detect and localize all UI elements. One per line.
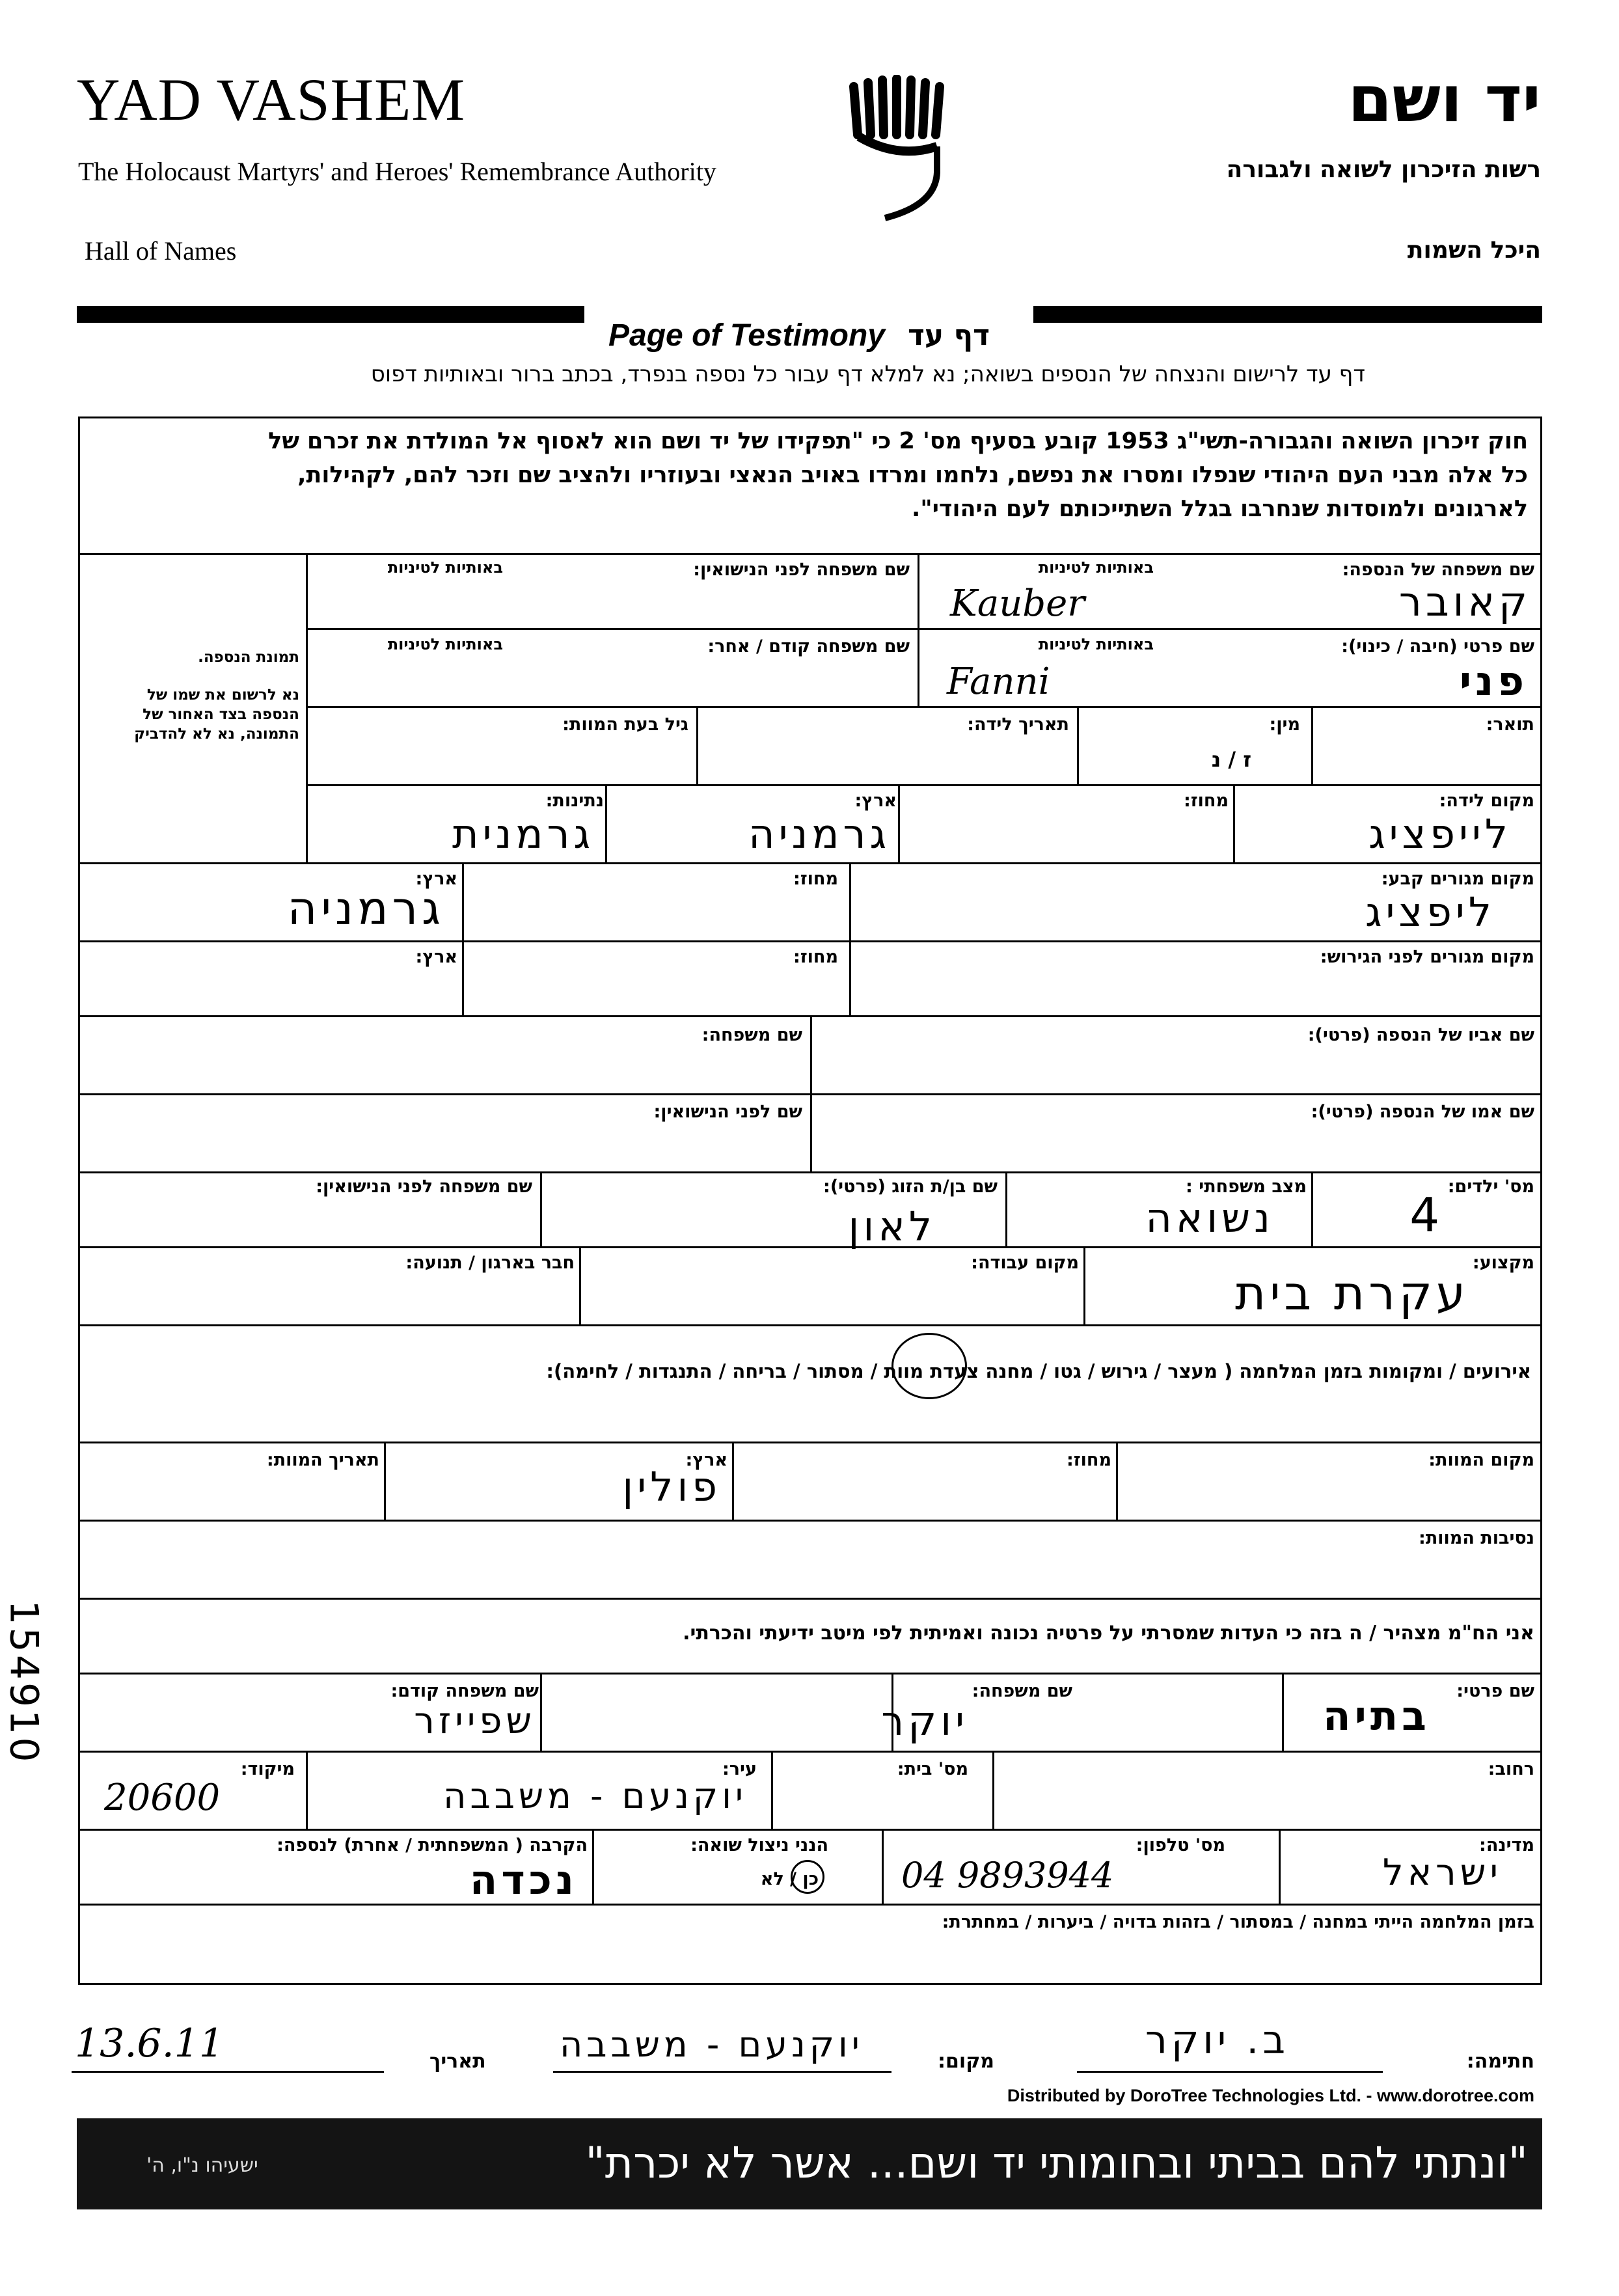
org-name-he: יד ושם: [1348, 62, 1541, 137]
col-divider: [384, 1442, 386, 1520]
witness-prev-family-value[interactable]: שפייזר: [414, 1700, 536, 1742]
label-deportation-region: מחוז:: [793, 947, 838, 967]
label-title: תואר:: [1486, 715, 1534, 735]
label-zip: מיקוד:: [240, 1759, 295, 1779]
label-signature: חתימה:: [1466, 2050, 1534, 2073]
hall-of-names-en: Hall of Names: [85, 236, 237, 266]
label-state: מדינה:: [1479, 1835, 1534, 1855]
label-house-number: מס' בית:: [897, 1759, 968, 1779]
header-rule-left: [77, 306, 584, 323]
label-war-events: אירועים / ומקומות בזמן המלחמה ( מעצר / גירוש / גטו / מחנה צעדת מוות / מסתור / בריחה / התנגדות / לחימה):: [546, 1360, 1531, 1382]
footer-source: ישעיהו נ"ו, ה': [146, 2154, 258, 2177]
label-first-name: שם פרטי (חיבה / כינוי):: [1341, 636, 1534, 657]
law-text-line: חוק זיכרון השואה והגבורה-תשי"ג 1953 קובע בסעיף מס' 2 כי "תפקידו של יד ושם הוא לאסוף אל המולדת את זכרם של: [268, 428, 1528, 454]
witness-family-name-value[interactable]: יוקר: [881, 1697, 968, 1745]
distributed-by: Distributed by DoroTree Technologies Ltd. - www.dorotree.com: [1007, 2086, 1534, 2105]
label-latin-letters: באותיות לטיניות: [1038, 558, 1154, 577]
label-children-count: מס' ילדים:: [1447, 1177, 1534, 1197]
col-divider: [1311, 706, 1313, 784]
col-divider: [1233, 784, 1235, 862]
city-value[interactable]: יוקנעם - משבבה: [443, 1775, 747, 1816]
col-divider: [1116, 1442, 1118, 1520]
org-subtitle-en: The Holocaust Martyrs' and Heroes' Remembrance Authority: [78, 157, 716, 186]
label-permanent-residence: מקום מגורים קבע:: [1381, 869, 1534, 889]
label-phone: מס' טלפון:: [1136, 1835, 1225, 1855]
photo-box-line: הנספה בצד האחור של: [143, 706, 299, 723]
col-divider: [918, 553, 919, 706]
col-divider: [540, 1673, 542, 1751]
death-country-value[interactable]: פולין: [622, 1463, 721, 1510]
label-mother-name: שם אמו של הנספה (פרטי):: [1311, 1102, 1534, 1122]
col-divider: [1279, 1829, 1281, 1904]
phone-value[interactable]: 04 9893944: [901, 1855, 1114, 1896]
label-father-name: שם אביו של הנספה (פרטי):: [1307, 1025, 1534, 1045]
col-divider: [462, 862, 464, 1015]
witness-first-name-value[interactable]: בתיה: [1322, 1692, 1430, 1740]
hall-of-names-he: היכל השמות: [1407, 237, 1541, 264]
org-name-en: YAD VASHEM: [77, 66, 466, 133]
col-divider: [992, 1751, 994, 1829]
col-divider: [898, 784, 900, 862]
label-residence-country: ארץ:: [415, 869, 457, 889]
photo-box-line: נא לרשום את שמו של: [146, 687, 299, 704]
col-divider: [732, 1442, 734, 1520]
survivor-options[interactable]: כן / לא: [760, 1869, 819, 1889]
label-witness-prev-family: שם משפחה קודם:: [390, 1681, 539, 1701]
col-divider: [696, 706, 698, 784]
row-divider: [78, 862, 1542, 864]
zip-value[interactable]: 20600: [104, 1777, 221, 1819]
label-profession: מקצוע:: [1472, 1253, 1534, 1273]
row-divider: [306, 784, 1542, 786]
law-text: [96, 424, 1528, 526]
victim-first-name-he[interactable]: פני: [1459, 657, 1528, 705]
label-latin-letters: באותיות לטיניות: [1038, 635, 1154, 653]
label-residence-before-deportation: מקום מגורים לפני הגירוש:: [1320, 947, 1534, 967]
war-events-circle-mark: [891, 1333, 967, 1399]
label-deportation-country: ארץ:: [415, 947, 457, 967]
label-nationality: נתינות:: [545, 791, 604, 811]
label-relationship: הקרבה ( המשפחתית / אחרת) לנספה:: [277, 1835, 588, 1855]
label-spouse-maiden: שם משפחה לפני הנישואין:: [316, 1177, 532, 1197]
col-divider: [1077, 706, 1079, 784]
label-witness-family-name: שם משפחה:: [972, 1681, 1072, 1701]
label-birth-place: מקום לידה:: [1439, 791, 1534, 811]
label-witness-first-name: שם פרטי:: [1456, 1681, 1534, 1701]
label-latin-letters: באותיות לטיניות: [387, 635, 503, 653]
label-latin-letters: באותיות לטיניות: [387, 558, 503, 577]
page-title-he: דף עד: [908, 319, 990, 352]
law-text-line: לארגונים ולמוסדות שנחרבו בגלל השתייכותם לעם היהודי".: [912, 496, 1528, 522]
label-spouse-name: שם בן/ת הזוג (פרטי):: [823, 1177, 998, 1197]
victim-family-name-latin[interactable]: Kauber: [950, 582, 1085, 625]
victim-family-name-he[interactable]: קאובר: [1398, 578, 1531, 625]
col-divider: [592, 1829, 594, 1904]
row-divider: [78, 1324, 1542, 1326]
row-divider: [78, 940, 1542, 942]
profession-value[interactable]: עקרת בית: [1234, 1266, 1469, 1320]
photo-box-title: תמונת הנספה.: [198, 649, 299, 666]
row-divider: [78, 1520, 1542, 1522]
birth-place-value[interactable]: לייפציג: [1368, 810, 1512, 858]
col-divider: [1083, 1246, 1085, 1324]
row-divider: [78, 1598, 1542, 1600]
spouse-name-value[interactable]: לאון: [848, 1203, 936, 1250]
state-value[interactable]: ישראל: [1382, 1852, 1502, 1894]
col-divider: [1282, 1673, 1284, 1751]
label-marital-status: מצב משפחתי :: [1186, 1177, 1307, 1197]
children-count-value[interactable]: 4: [1409, 1188, 1443, 1242]
survivor-circle-mark: [791, 1860, 824, 1894]
row-divider: [78, 1829, 1542, 1831]
label-father-family-name: שם משפחה:: [701, 1025, 802, 1045]
margin-number: 154910: [1, 1600, 47, 1765]
row-divider: [306, 706, 1542, 708]
col-divider: [1005, 1171, 1007, 1246]
col-divider: [1311, 1171, 1313, 1246]
col-divider: [810, 1015, 812, 1171]
label-prev-family-name: שם משפחה קודם / אחר:: [707, 636, 910, 657]
label-workplace: מקום עבודה:: [971, 1253, 1079, 1273]
row-divider: [78, 1751, 1542, 1753]
place-line: [553, 2071, 891, 2073]
org-subtitle-he: רשות הזיכרון לשואה ולגבורה: [1226, 156, 1541, 183]
col-divider: [771, 1751, 773, 1829]
label-during-war: בזמן המלחמה הייתי במחנה / במסתור / בזהות בדויה / ביערות / במחתרת:: [942, 1912, 1534, 1932]
row-divider: [78, 1442, 1542, 1443]
birth-country-value[interactable]: גרמניה: [748, 810, 890, 858]
header-rule-right: [1033, 306, 1542, 323]
photo-box-divider: [306, 553, 308, 862]
residence-place-value[interactable]: ליפציג: [1365, 888, 1495, 936]
label-birth-country: ארץ:: [854, 791, 897, 811]
label-victim-family-name: שם משפחה של הנספה:: [1342, 560, 1534, 580]
col-divider: [306, 1751, 308, 1829]
row-divider: [78, 1673, 1542, 1674]
col-divider: [849, 862, 851, 1015]
label-death-place: מקום המוות:: [1428, 1450, 1534, 1470]
place-value[interactable]: יוקנעם - משבבה: [560, 2024, 864, 2065]
signature-value[interactable]: ב. יוקר: [1145, 2017, 1290, 2063]
marital-status-value[interactable]: נשואה: [1145, 1194, 1274, 1242]
footer-quote: "ונתתי להם בביתי ובחומותי יד ושם... אשר לא יכרת": [585, 2138, 1528, 2188]
form-instructions: דף עד לרישום והנצחה של הנספים בשואה; נא למלא דף עבור כל נספה בנפרד, בכתב ברור ובאותיות דפוס: [370, 361, 1365, 387]
row-divider: [78, 553, 1542, 555]
label-sex: מין:: [1269, 715, 1300, 735]
label-city: עיר:: [722, 1759, 757, 1779]
label-death-date: תאריך המוות:: [266, 1450, 379, 1470]
col-divider: [579, 1246, 581, 1324]
page-title-en: Page of Testimony: [608, 318, 885, 353]
row-divider: [78, 1246, 1542, 1248]
photo-box-line: התמונה, נא לא להדביק: [134, 726, 299, 743]
sex-options[interactable]: ז / נ: [1211, 747, 1251, 772]
label-date: תאריך: [429, 2050, 486, 2073]
label-street: רחוב:: [1488, 1759, 1534, 1779]
label-mother-maiden: שם לפני הנישואין:: [653, 1102, 802, 1122]
label-residence-region: מחוז:: [793, 869, 838, 889]
label-birth-date: תאריך לידה:: [967, 715, 1069, 735]
label-age-at-death: גיל בעת המוות:: [562, 715, 688, 735]
row-divider: [78, 1904, 1542, 1906]
label-survivor: הנני ניצול שואה:: [690, 1835, 828, 1855]
col-divider: [540, 1171, 542, 1246]
row-divider: [78, 1171, 1542, 1173]
signature-line: [1077, 2071, 1383, 2073]
declaration-text: אני הח"מ מצהיר / ה בזה כי העדות שמסרתי על פרטיה נכונה ואמיתית לפי מיטב ידיעתי והכרתי.: [683, 1622, 1534, 1645]
yad-vashem-logo-icon: [846, 75, 957, 225]
label-birth-region: מחוז:: [1184, 791, 1229, 811]
date-line: [72, 2071, 384, 2073]
label-maiden-name: שם משפחה לפני הנישואין:: [693, 560, 910, 580]
residence-country-value[interactable]: גרמניה: [287, 882, 444, 935]
col-divider: [882, 1829, 884, 1904]
relationship-value[interactable]: נכדה: [469, 1856, 578, 1904]
nationality-value[interactable]: גרמנית: [452, 810, 594, 858]
label-death-region: מחוז:: [1067, 1450, 1111, 1470]
row-divider: [306, 628, 1542, 630]
photo-box: [85, 648, 299, 744]
col-divider: [605, 784, 607, 862]
victim-first-name-latin[interactable]: Fanni: [947, 661, 1050, 703]
law-text-line: כל אלה מבני העם היהודי שנפלו ומסרו את נפשם, נלחמו ומרדו באויב הנאצי ובעוזריו ולהציב שם וזכר להם, לקהילות,: [297, 462, 1528, 488]
date-value[interactable]: 13.6.11: [75, 2021, 224, 2066]
label-death-country: ארץ:: [685, 1450, 728, 1470]
label-organization: חבר בארגון / תנועה:: [405, 1253, 575, 1273]
label-death-circumstances: נסיבות המוות:: [1419, 1528, 1534, 1548]
label-place: מקום:: [938, 2050, 994, 2073]
